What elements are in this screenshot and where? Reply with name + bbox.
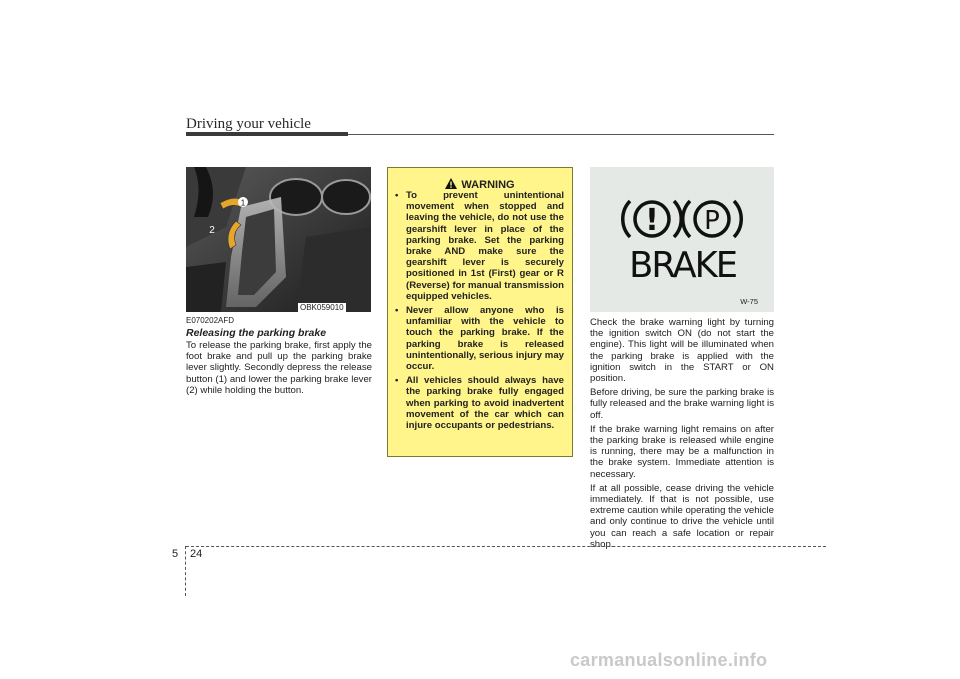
brake-exclamation-icon — [623, 201, 681, 238]
brake-parking-glyph: P — [704, 206, 720, 236]
brake-parking-icon — [683, 201, 741, 237]
footer-rule — [186, 546, 826, 547]
brake-exclamation-glyph: ! — [645, 203, 659, 238]
photo-code: OBK059010 — [300, 303, 344, 312]
brake-warning-symbols — [590, 167, 774, 247]
left-body-text: To release the parking brake, first apply the foot brake and pull up the parking brake lever slightly. Secondly depress the release button (1) and lower the parking brake lever (2) while holding the button. — [186, 340, 372, 396]
section-title: Driving your vehicle — [186, 116, 311, 132]
right-paragraph: If the brake warning light remains on after the parking brake is released while engine is running, there may be a malfunction in the brake system. Immediate attention is necessary. — [590, 423, 774, 480]
right-paragraph: Check the brake warning light by turning the ignition switch ON (do not start the engine). This light will be illuminated when the parking brake is applied with the ignition switch in the START or ON position. — [590, 317, 774, 385]
footer-vertical-rule — [185, 546, 186, 596]
page-number: 24 — [190, 548, 203, 560]
header-rule-thin — [348, 134, 774, 135]
parking-brake-photo-drawing — [186, 167, 371, 312]
right-paragraph: Before driving, be sure the parking brake is fully released and the brake warning light is off. — [590, 387, 774, 421]
parking-brake-photo — [186, 167, 371, 312]
watermark: carmanualsonline.info — [570, 650, 768, 670]
callout-2-label: 2 — [209, 225, 215, 236]
warning-item: • To prevent unintentional movement when stopped and leaving the vehicle, do not use the gearshift lever in place of the parking brake. Set the parking brake AND make sure the gearshift lever is securely positioned in 1st (First) gear or R (Reverse) for manual transmission equipped vehicles. — [393, 190, 564, 302]
doc-code: E070202AFD — [186, 316, 235, 325]
chapter-number: 5 — [172, 548, 179, 560]
callout-1-label: 1 — [240, 198, 246, 208]
brake-warning-figure — [590, 167, 774, 312]
warning-box — [387, 167, 573, 457]
right-body-text — [590, 317, 774, 553]
right-paragraph: If at all possible, cease driving the vehicle immediately. If that is not possible, use extreme caution while operating the vehicle and only continue to drive the vehicle until you can reach a safe location or repair shop. — [590, 482, 774, 550]
subheading: Releasing the parking brake — [186, 327, 327, 339]
warning-title: WARNING — [461, 179, 515, 191]
warning-item: • All vehicles should always have the parking brake fully engaged when parking to avoid inadvertent movement of the car which can injure occupants or pedestrians. — [393, 375, 564, 431]
header-rule-thick — [186, 132, 348, 136]
figure-code: W-75 — [740, 297, 758, 306]
warning-list — [393, 190, 564, 434]
warning-item: • Never allow anyone who is unfamiliar with the vehicle to touch the parking brake. If the parking brake is released unintentionally, serious injury may occur. — [393, 305, 564, 372]
brake-word: BRAKE — [629, 245, 737, 286]
